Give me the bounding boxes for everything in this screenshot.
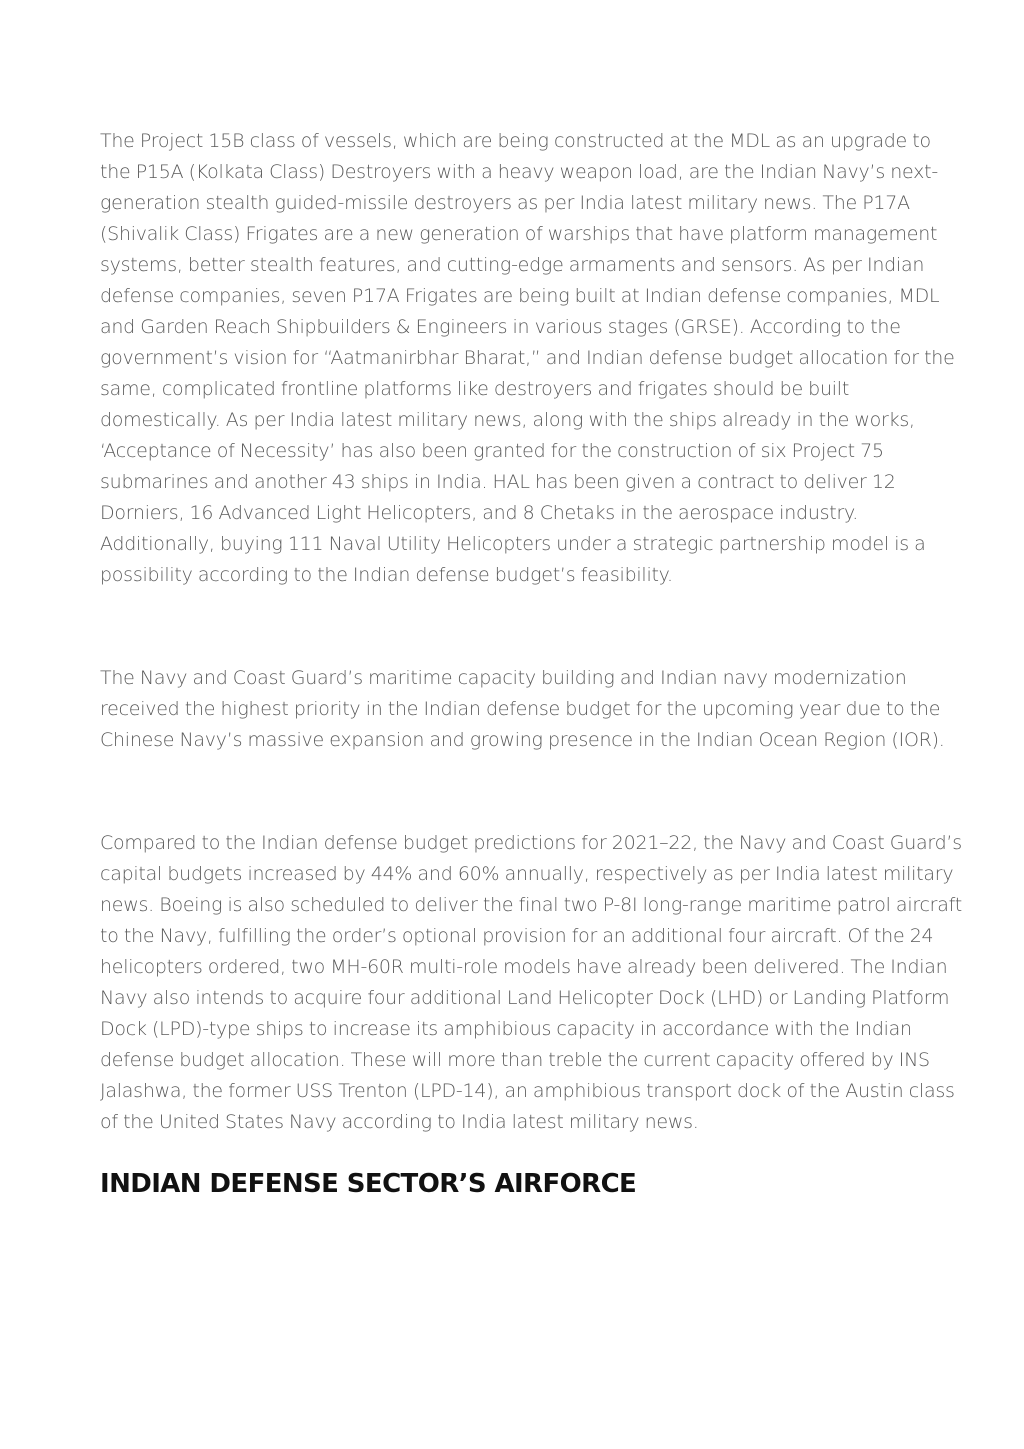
document-page [100,126,962,1202]
paragraph-project-15b: The Project 15B class of vessels, which are being constructed at the MDL as an upgrade to the P15A (Kolkata Class) Destroyers with a heavy weapon load, are the Indian Navy’s next-generation stealth guided-missile destroyers as per India latest military news. The P17A (Shivalik Class) Frigates are a new generation of warships that have platform management systems, better stealth features, and cutting-edge armaments and sensors. As per Indian defense companies, seven P17A Frigates are being built at Indian defense companies, MDL and Garden Reach Shipbuilders & Engineers in various stages (GRSE). According to the government’s vision for “Aatmanirbhar Bharat,” and Indian defense budget allocation for the same, complicated frontline platforms like destroyers and frigates should be built domestically. As per India latest military news, along with the ships already in the works, ‘Acceptance of Necessity’ has also been granted for the construction of six Project 75 submarines and another 43 ships in India. HAL has been given a contract to deliver 12 Dorniers, 16 Advanced Light Helicopters, and 8 Chetaks in the aerospace industry. Additionally, buying 111 Naval Utility Helicopters under a strategic partnership model is a possibility according to the Indian defense budget’s feasibility. [100,130,955,586]
section-heading-airforce: INDIAN DEFENSE SECTOR’S AIRFORCE [100,1169,637,1199]
paragraph-navy-coast-guard: The Navy and Coast Guard’s maritime capacity building and Indian navy modernization received the highest priority in the Indian defense budget for the upcoming year due to the Chinese Navy’s massive expansion and growing presence in the Indian Ocean Region (IOR). [100,667,945,751]
paragraph-capital-budgets: Compared to the Indian defense budget predictions for 2021–22, the Navy and Coast Guard’s capital budgets increased by 44% and 60% annually, respectively as per India latest military news. Boeing is also scheduled to deliver the final two P-8I long-range maritime patrol aircraft to the Navy, fulfilling the order’s optional provision for an additional four aircraft. Of the 24 helicopters ordered, two MH-60R multi-role models have already been delivered. The Indian Navy also intends to acquire four additional Land Helicopter Dock (LHD) or Landing Platform Dock (LPD)-type ships to increase its amphibious capacity in accordance with the Indian defense budget allocation. These will more than treble the current capacity offered by INS Jalashwa, the former USS Trenton (LPD-14), an amphibious transport dock of the Austin class of the United States Navy according to India latest military news. [100,832,962,1133]
